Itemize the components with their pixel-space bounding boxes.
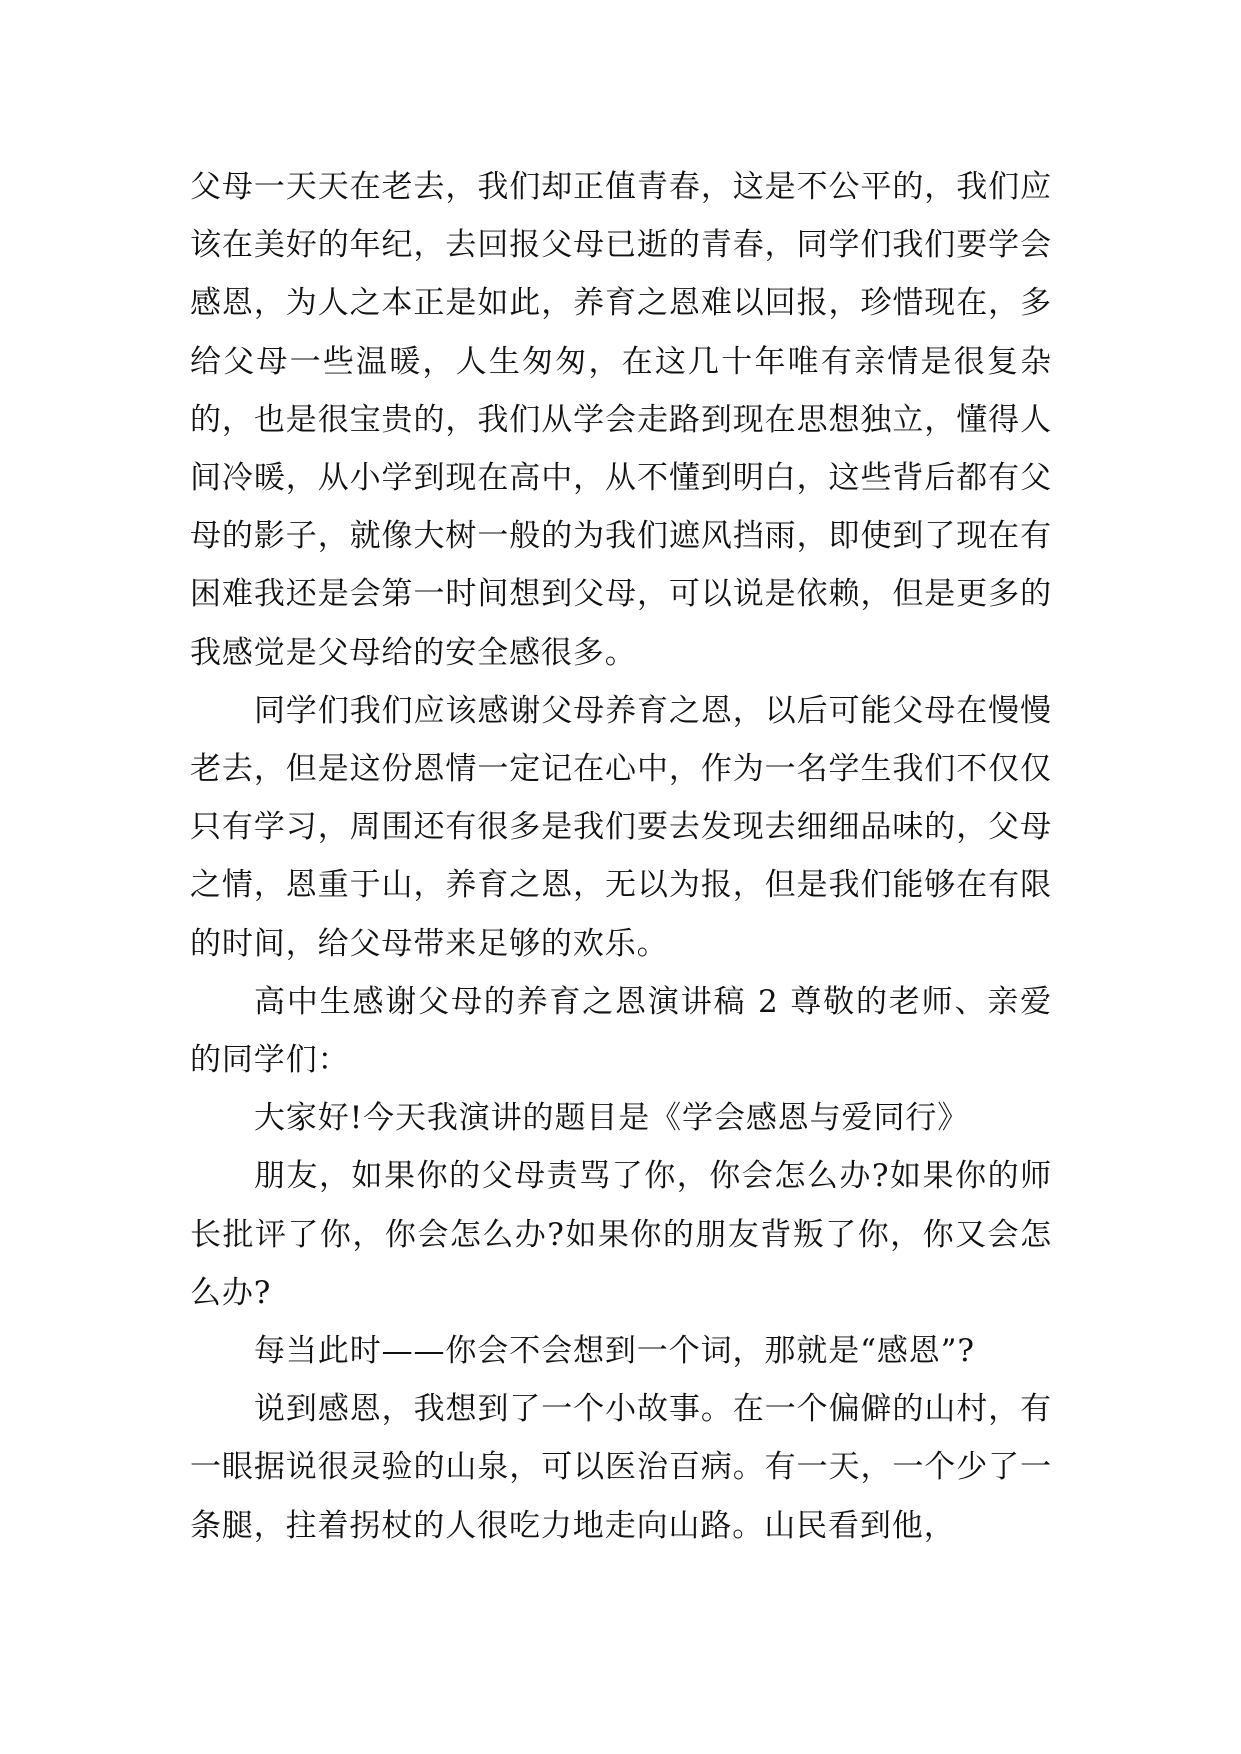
paragraph-questions: 朋友，如果你的父母责骂了你，你会怎么办?如果你的师长批评了你，你会怎么办?如果你的朋友背叛了你，你又会怎么办? bbox=[190, 1158, 1052, 1311]
document-body bbox=[190, 158, 1052, 1555]
paragraph-speech-topic: 大家好!今天我演讲的题目是《学会感恩与爱同行》 bbox=[254, 1100, 970, 1137]
paragraph-speech-2-heading: 高中生感谢父母的养育之恩演讲稿 2 尊敬的老师、亲爱的同学们： bbox=[190, 983, 1052, 1079]
paragraph-gratitude-word: 每当此时——你会不会想到一个词，那就是“感恩”? bbox=[254, 1333, 975, 1370]
paragraph-gratitude-parents: 父母一天天在老去，我们却正值青春，这是不公平的，我们应该在美好的年纪，去回报父母已逝的青春，同学们我们要学会感恩，为人之本正是如此，养育之恩难以回报，珍惜现在，多给父母一些温暖，人生匆匆，在这几十年唯有亲情是很复杂的，也是很宝贵的，我们从学会走路到现在思想独立，懂得人间冷暖，从小学到现在高中，从不懂到明白，这些背后都有父母的影子，就像大树一般的为我们遮风挡雨，即使到了现在有困难我还是会第一时间想到父母，可以说是依赖，但是更多的我感觉是父母给的安全感很多。 bbox=[190, 169, 1052, 671]
paragraph-thank-parents: 同学们我们应该感谢父母养育之恩，以后可能父母在慢慢老去，但是这份恩情一定记在心中，作为一名学生我们不仅仅只有学习，周围还有很多是我们要去发现去细细品味的，父母之情，恩重于山，养育之恩，无以为报，但是我们能够在有限的时间，给父母带来足够的欢乐。 bbox=[190, 692, 1052, 962]
paragraph-story: 说到感恩，我想到了一个小故事。在一个偏僻的山村，有一眼据说很灵验的山泉，可以医治百病。有一天，一个少了一条腿，拄着拐杖的人很吃力地走向山路。山民看到他， bbox=[190, 1391, 1052, 1544]
